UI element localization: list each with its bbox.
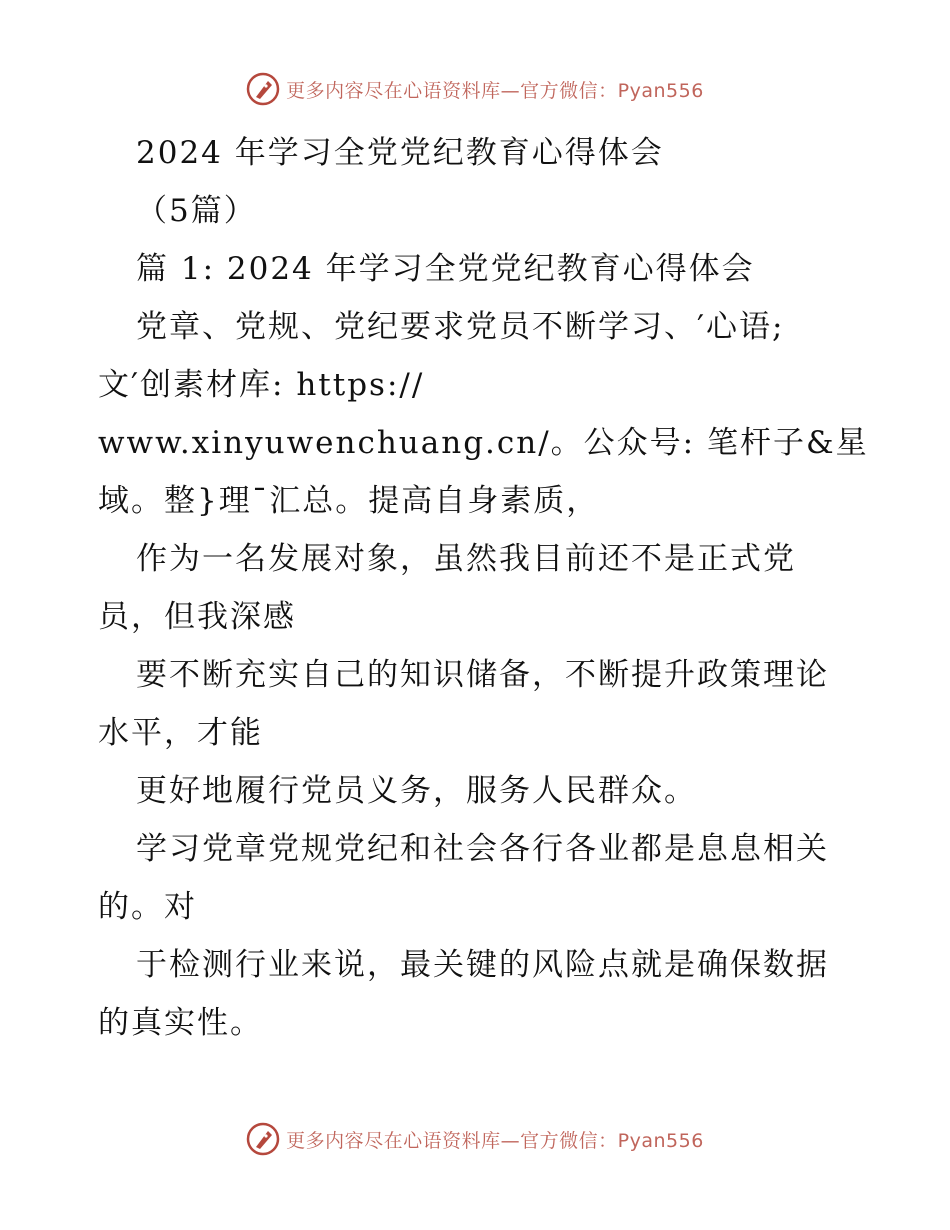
- banner-dash: —: [500, 1129, 521, 1152]
- document-title: 2024 年学习全党党纪教育心得体会: [136, 135, 664, 171]
- paragraph-line: 党章、党规、党纪要求党员不断学习、′心语;: [136, 309, 785, 345]
- footer-watermark-banner: [0, 1122, 950, 1156]
- section-heading: 篇 1: 2024 年学习全党党纪教育心得体会: [136, 251, 755, 287]
- document-subtitle: （5篇）: [136, 193, 257, 229]
- paragraph-line: 域。整}理¯汇总。提高自身素质，: [98, 483, 600, 519]
- paragraph-line: 更好地履行党员义务，服务人民群众。: [136, 773, 697, 809]
- paragraph-line: www.xinyuwenchuang.cn/。公众号: 笔杆子&星: [98, 425, 869, 461]
- banner-promo-text: 更多内容尽在心语资料库: [286, 79, 501, 102]
- header-watermark-banner: [0, 72, 950, 106]
- paragraph-line: 员，但我深感: [98, 599, 296, 635]
- paragraph-line: 于检测行业来说，最关键的风险点就是确保数据: [136, 947, 829, 983]
- pen-nib-logo-icon: [246, 1122, 280, 1156]
- banner-text: [286, 1126, 704, 1153]
- paragraph-line: 文′创素材库: https://: [98, 367, 425, 403]
- paragraph-line: 作为一名发展对象，虽然我目前还不是正式党: [136, 541, 796, 577]
- banner-dash: —: [500, 79, 521, 102]
- paragraph-line: 水平，才能: [98, 715, 263, 751]
- paragraph-line: 要不断充实自己的知识储备，不断提升政策理论: [136, 657, 829, 693]
- document-body: [98, 124, 869, 1052]
- banner-wechat-text: 官方微信：Pyan556: [520, 1129, 704, 1152]
- paragraph-line: 学习党章党规党纪和社会各行各业都是息息相关: [136, 831, 829, 867]
- paragraph-line: 的。对: [98, 889, 197, 925]
- banner-promo-text: 更多内容尽在心语资料库: [286, 1129, 501, 1152]
- paragraph-line: 的真实性。: [98, 1005, 263, 1041]
- pen-nib-logo-icon: [246, 72, 280, 106]
- banner-wechat-text: 官方微信：Pyan556: [520, 79, 704, 102]
- banner-text: [286, 76, 704, 103]
